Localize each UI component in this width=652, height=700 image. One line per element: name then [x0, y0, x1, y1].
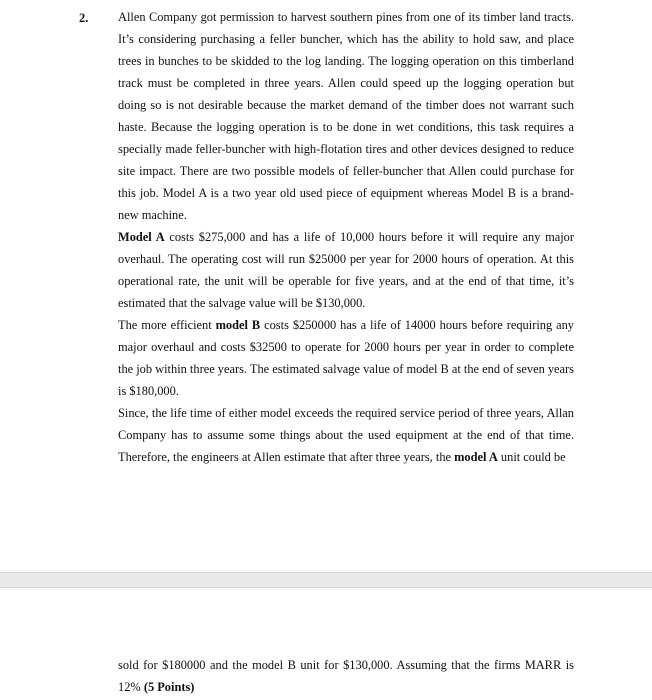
paragraph-intro: Allen Company got permission to harvest southern pines from one of its timber land tracts. It’s considering purchasing a feller buncher, which has the ability to hold saw, and place trees in bunches to be skidded to the log landing. The logging operation on this timberland track must be completed in three years. Allen could speed up the logging operation but doing so is not desirable because the market demand of the timber does not warrant such haste. Because the logging operation is to be done in wet conditions, this task requires a specially made feller-buncher with high-flotation tires and other devices designed to reduce site impact. There are two possible models of feller-buncher that Allen could purchase for this job. Model A is a two year old used piece of equipment whereas Model B is a brand-new machine.: [118, 10, 574, 222]
conclusion-text: sold for $180000 and the model B unit for $130,000. Assuming that the firms MARR is 12%: [118, 658, 574, 694]
document-page-2: [0, 587, 652, 700]
model-a-text: costs $275,000 and has a life of 10,000 hours before it will require any major overhaul. The operating cost will run $25000 per year for 2000 hours of operation. At this operational rate, the unit will be operable for five years, and at the end of that time, it’s estimated that the salvage value will be $130,000.: [118, 230, 574, 310]
question-body: [118, 6, 574, 468]
points-label: (5 Points): [143, 680, 195, 694]
question-body-continued: [118, 654, 574, 698]
question-number: 2.: [79, 11, 89, 25]
model-b-lead: The more efficient: [118, 318, 216, 332]
model-a-label: Model A: [118, 230, 165, 244]
paragraph-model-b: [118, 314, 574, 402]
assumption-lead: Since, the life time of either model exceeds the required service period of three years, Allan Company has to assume some things about the used equipment at the end of that time. Therefore, the engineers at Allen estimate that after three years, the: [118, 406, 574, 464]
assumption-model-a-label: model A: [454, 450, 498, 464]
paragraph-conclusion: [118, 654, 574, 698]
model-b-label: model B: [215, 318, 261, 332]
paragraph-model-a: [118, 226, 574, 314]
assumption-text: unit could be: [497, 450, 566, 464]
paragraph-assumption: [118, 402, 574, 468]
model-b-text: costs $250000 has a life of 14000 hours before requiring any major overhaul and costs $32500 to operate for 2000 hours per year in order to complete the job within three years. The estimated salvage value of model B at the end of seven years is $180,000.: [118, 318, 575, 398]
